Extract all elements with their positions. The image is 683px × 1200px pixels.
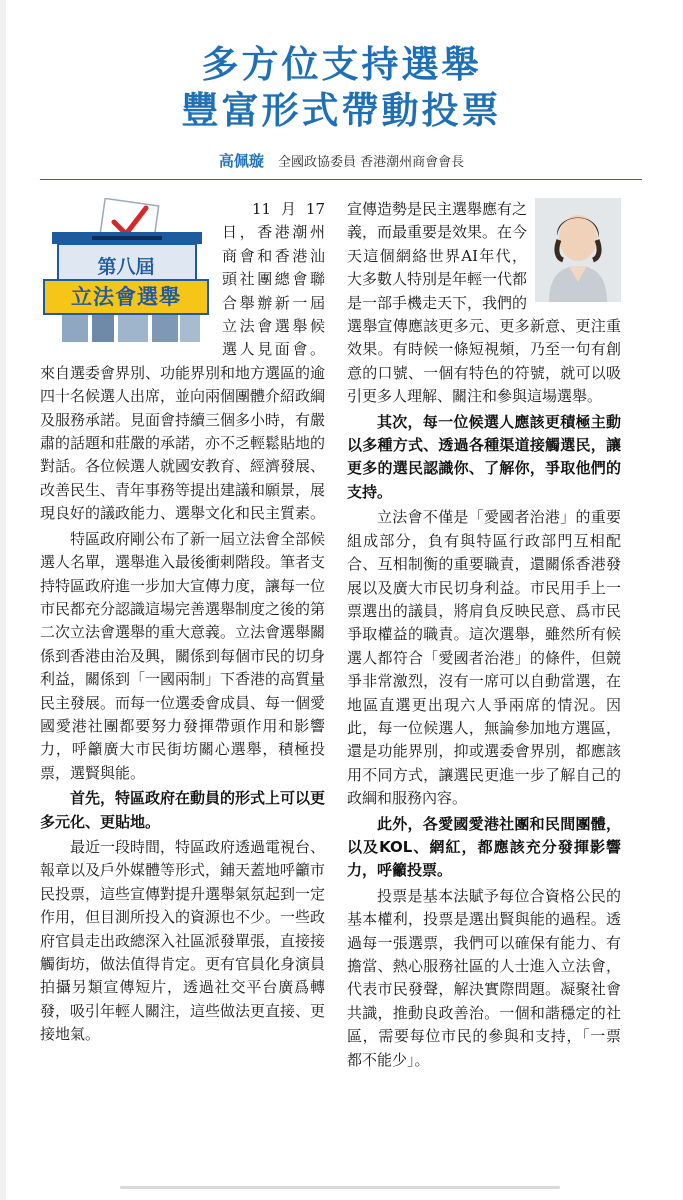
- article-column-left: [40, 198, 325, 1049]
- byline: [0, 150, 683, 171]
- article-paragraph: 立法會不僅是「愛國者治港」的重要組成部分，負有與特區行政部門互相配合、互相制衡的重要職責，還關係香港發展以及廣大市民切身利益。市民用手上一票選出的議員，將肩負反映民意、爲市民爭取權益的職責。這次選舉，雖然所有候選人都符合「愛國者治港」的條件，但競爭非常激烈，沒有一席可以自動當選，在地區直選更出現六人爭兩席的情況。因此，每一位候選人，無論參加地方選區，還是功能界別，抑或選委會界別，都應該用不同方式，讓選民更進一步了解自己的政綱和服務內容。: [347, 508, 621, 808]
- page-edge: [0, 0, 6, 1200]
- article-paragraph: 特區政府剛公布了新一屆立法會全部候選人名單，選舉進入最後衝刺階段。筆者支持特區政府進一步加大宣傳力度，讓每一位市民都充分認識這場完善選舉制度之後的第二次立法會選舉的重大意義。立法會選舉關係到香港由治及興，關係到每個市民的切身利益，關係到「一國兩制」下香港的高質量民主發展。而每一位選委會成員、每一個愛國愛港社團都要努力發揮帶頭作用和影響力，呼籲廣大市民街坊關心選舉，積極投票，選賢與能。: [40, 529, 326, 782]
- article-subheading: 首先，特區政府在動員的形式上可以更多元化、更貼地。: [40, 789, 326, 831]
- page-bottom-shadow: [120, 1186, 560, 1189]
- article-paragraph-continued: 宣傳造勢是民主選舉應有之義，而最重要是效果。在今天這個網絡世界AI年代，大多數人特別是年輕一代都是一部手機走天下，我們的選舉宣傳應該更多元、更多新意、更注重效果。有時候一條短視頻，乃至一句有創意的口號、一個有特色的符號，就可以吸引更多人理解、關注和參與這場選舉。: [347, 200, 621, 406]
- article-paragraph: 投票是基本法賦予每位合資格公民的基本權利，投票是選出賢與能的過程。透過每一張選票，我們可以確保有能力、有擔當、熱心服務社區的人士進入立法會，代表市民發聲，解決實際問題。凝聚社會共識，推動良政善治。一個和諧穩定的社區，需要每位市民的參與和支持，「一票都不能少」。: [347, 886, 621, 1069]
- article-subheading: 此外，各愛國愛港社團和民間團體，以及KOL、網紅，都應該充分發揮影響力，呼籲投票。: [347, 814, 621, 880]
- election-logo: [40, 198, 212, 348]
- headline-line1: 多方位支持選舉: [201, 43, 482, 86]
- article-subheading: 其次，每一位候選人應該更積極主動以多種方式、透過各種渠道接觸選民，讓更多的選民認識你、了解你，爭取他們的支持。: [347, 412, 621, 501]
- author-name: 高佩璇: [218, 152, 264, 170]
- logo-text-election: 立法會選舉: [71, 285, 181, 309]
- article-paragraph: 11月17日，香港潮州商會和香港汕頭社團總會聯合舉辦新一屆立法會選舉候選人見面會。來自選委會界別、功能界別和地方選區的逾四十名候選人出席，並向兩個團體介紹政綱及服務承諾。見面會持續三個多小時，有嚴肅的話題和莊嚴的承諾，亦不乏輕鬆貼地的對話。各位候選人就國安教育、經濟發展、改善民生、青年事務等提出建議和願景，展現良好的議政能力、選舉文化和民主質素。: [40, 200, 326, 523]
- header-divider: [40, 179, 642, 180]
- author-photo: [535, 198, 621, 302]
- portrait-icon: [535, 198, 621, 302]
- article-paragraph: 最近一段時間，特區政府透過電視台、報章以及戶外媒體等形式，鋪天蓋地呼籲市民投票，這些宣傳對提升選舉氣氛起到一定作用，但目測所投入的資源也不少。一些政府官員走出政總深入社區派發單張，直接接觸街坊，做法值得肯定。更有官員化身演員拍攝另類宣傳短片，透過社交平台廣爲轉發，吸引年輕人關注，這些做法更直接、更接地氣。: [40, 837, 326, 1044]
- author-position: 全國政協委員 香港潮州商會會長: [278, 155, 465, 170]
- headline-line2: 豐富形式帶動投票: [181, 89, 502, 132]
- article-column-right: [347, 198, 621, 1074]
- logo-text-edition: 第八屆: [97, 256, 155, 278]
